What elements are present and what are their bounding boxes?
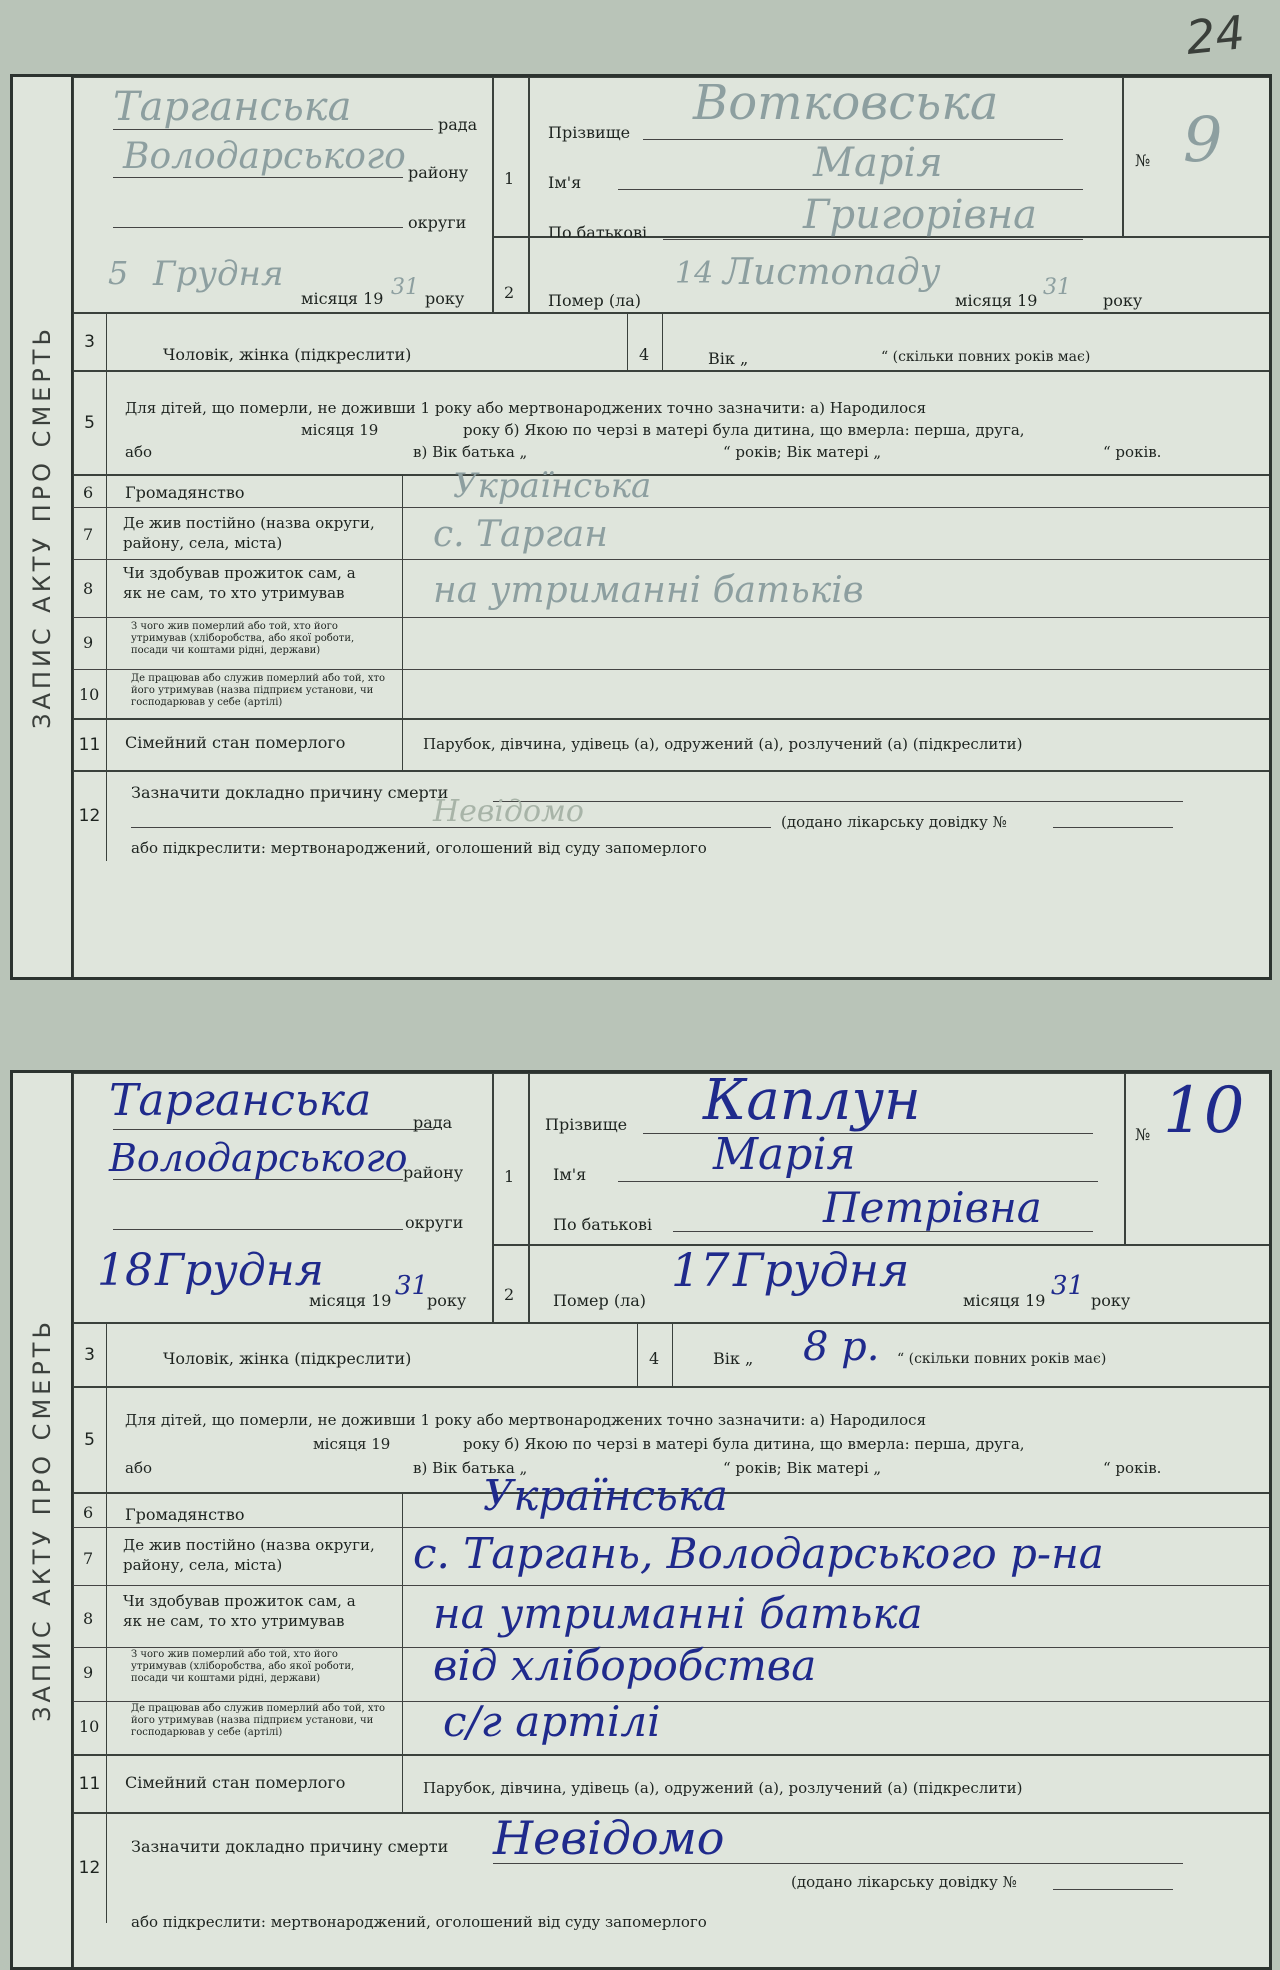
row-number: 10 (79, 1717, 100, 1736)
cause-row (73, 771, 1272, 980)
residence-label: Де жив постійно (назва округи, району, села, міста) (123, 1536, 375, 1574)
row-number: 11 (73, 719, 107, 771)
name-label: Ім'я (553, 1165, 587, 1184)
marital-options: Парубок, дівчина, удівець (а), одружений (а), розлучений (а) (підкреслити) (423, 1779, 1023, 1797)
reg-day-value: 5 (108, 254, 129, 292)
age-label: Вік „ (713, 1349, 754, 1368)
death-month-value: Листопаду (723, 252, 941, 293)
marital-label: Сімейний стан померлого (125, 1773, 346, 1792)
death-day-value: 17 (671, 1243, 730, 1297)
cause-label: Зазначити докладно причину смерти (131, 783, 449, 802)
death-date-label: місяця 19 (955, 291, 1038, 310)
children-line-3c: “ років; Вік матері „ (723, 1459, 882, 1477)
name-value: Марія (713, 1129, 856, 1180)
row-num-1 (493, 77, 529, 237)
row-number: 1 (504, 169, 515, 188)
row-number: 9 (83, 1663, 94, 1682)
residence-value: с. Тарган (433, 514, 608, 555)
source-value: від хліборобства (433, 1641, 817, 1690)
age-note: “ (скільки повних років має) (881, 349, 1091, 365)
stillborn-label: або підкреслити: мертвонароджений, оголошений від суду запомерлого (131, 839, 707, 857)
row-num-1 (493, 1073, 529, 1245)
died-label: Помер (ла) (553, 1291, 647, 1310)
name-label: Ім'я (548, 173, 582, 192)
died-label: Помер (ла) (548, 291, 642, 310)
children-line-2a: місяця 19 (301, 421, 379, 439)
roku-label: року (1091, 1291, 1131, 1310)
rada-label: рада (438, 115, 478, 134)
death-record-form-2 (10, 1070, 1272, 1970)
source-label: З чого жив померлий або той, хто його утримував (хліборобства, або якої роботи, посади чи коштами рідні, держави) (131, 621, 355, 656)
row-number: 11 (73, 1755, 107, 1813)
death-record-form-1 (10, 74, 1272, 980)
workplace-value: с/г артілі (443, 1697, 661, 1746)
patronymic-label: По батькові (548, 223, 648, 242)
reg-month-value: Грудня (153, 254, 284, 294)
marital-options: Парубок, дівчина, удівець (а), одружений (а), розлучений (а) (підкреслити) (423, 735, 1023, 753)
patronymic-label: По батькові (553, 1215, 653, 1234)
livelihood-label: Чи здобував прожиток сам, а як не сам, то хто утримував (123, 1592, 356, 1630)
death-month-value: Грудня (733, 1243, 910, 1297)
raion-label: району (403, 1163, 464, 1182)
age-note: “ (скільки повних років має) (897, 1351, 1107, 1367)
row-number: 4 (639, 345, 650, 364)
stillborn-label: або підкреслити: мертвонароджений, оголошений від суду запомерлого (131, 1913, 707, 1931)
row-number: 1 (504, 1167, 515, 1186)
surname-label: Прізвище (545, 1115, 628, 1134)
citizenship-value: Українська (483, 1471, 728, 1520)
livelihood-label: Чи здобував прожиток сам, а як не сам, то хто утримував (123, 564, 356, 602)
vertical-title: ЗАПИС АКТУ ПРО СМЕРТЬ (13, 1073, 73, 1967)
roku-label: року (427, 1291, 467, 1310)
cause-label: Зазначити докладно причину смерти (131, 1837, 449, 1856)
citizenship-label: Громадянство (125, 483, 245, 502)
children-line-1: Для дітей, що померли, не доживши 1 року або мертвонароджених точно зазначити: а) Народилося (125, 1411, 927, 1429)
workplace-label: Де працював або служив померлий або той, хто його утримував (назва підприєм установи, чи господарював у себе (артілі) (131, 673, 386, 708)
reg-date-label: місяця 19 (309, 1291, 392, 1310)
name-value: Марія (813, 140, 943, 186)
okrug-label: округи (408, 213, 467, 232)
rada-value: Тарганська (109, 1075, 372, 1126)
patronymic-value: Петрівна (823, 1183, 1042, 1232)
workplace-label: Де працював або служив померлий або той, хто його утримував (назва підприєм установи, чи господарював у себе (артілі) (131, 1703, 386, 1738)
reg-day-value: 18 (97, 1245, 153, 1296)
patronymic-value: Григорівна (803, 192, 1038, 238)
surname-value: Вотковська (693, 75, 999, 131)
raion-label: району (408, 163, 469, 182)
record-number-value: 9 (1183, 103, 1223, 176)
roku-label: року (1103, 291, 1143, 310)
residence-label: Де жив постійно (назва округи, району, села, міста) (123, 514, 375, 552)
row-number: 7 (83, 525, 94, 544)
vertical-title: ЗАПИС АКТУ ПРО СМЕРТЬ (13, 77, 73, 977)
row-number: 8 (83, 579, 94, 598)
children-line-3d: “ років. (1103, 443, 1162, 461)
row-number: 10 (79, 685, 100, 704)
row-number: 6 (83, 1503, 94, 1522)
row-number: 2 (504, 283, 515, 302)
surname-value: Каплун (703, 1070, 921, 1133)
source-label: З чого жив померлий або той, хто його утримував (хліборобства, або якої роботи, посади чи коштами рідні, держави) (131, 1649, 355, 1684)
citizenship-label: Громадянство (125, 1505, 245, 1524)
row-number: 12 (73, 771, 107, 861)
children-line-2a: місяця 19 (313, 1435, 391, 1453)
row-number: 2 (504, 1285, 515, 1304)
row-number: 4 (649, 1349, 660, 1368)
okrug-label: округи (405, 1213, 464, 1232)
reg-year-value: 31 (395, 1271, 429, 1301)
page-number: 24 (1183, 5, 1248, 65)
children-line-3b: в) Вік батька „ (413, 443, 528, 461)
sex-label: Чоловік, жінка (підкреслити) (163, 1349, 412, 1368)
cause-value: Невідомо (433, 794, 584, 829)
row-number: 6 (83, 483, 94, 502)
row-number: 12 (73, 1813, 107, 1923)
citizenship-value: Українська (453, 466, 652, 506)
age-label: Вік „ (708, 349, 749, 368)
row-number: 3 (73, 1323, 107, 1387)
reg-year-value: 31 (391, 275, 419, 300)
sex-label: Чоловік, жінка (підкреслити) (163, 345, 412, 364)
livelihood-value: на утриманні батьків (433, 570, 864, 611)
raion-value: Володарського (109, 1136, 408, 1180)
record-number-value: 10 (1163, 1074, 1245, 1148)
children-line-2b: року б) Якою по черзі в матері була дитина, що вмерла: перша, друга, (463, 421, 1025, 439)
reg-date-label: місяця 19 (301, 289, 384, 308)
children-line-3b: в) Вік батька „ (413, 1459, 528, 1477)
row-number: 5 (73, 1387, 107, 1493)
row-number: 3 (73, 313, 107, 371)
surname-label: Прізвище (548, 123, 631, 142)
cause-note: (додано лікарську довідку № (781, 813, 1007, 831)
row-num-2 (493, 1245, 529, 1323)
children-line-3a: або (125, 1459, 153, 1477)
death-date-label: місяця 19 (963, 1291, 1046, 1310)
livelihood-value: на утриманні батька (433, 1589, 923, 1638)
row-number: 5 (73, 371, 107, 475)
age-value: 8 р. (803, 1324, 880, 1370)
number-label: № (1135, 151, 1151, 170)
cause-value: Невідомо (493, 1811, 725, 1865)
row-number: 8 (83, 1609, 94, 1628)
children-line-3c: “ років; Вік матері „ (723, 443, 882, 461)
children-line-3d: “ років. (1103, 1459, 1162, 1477)
cause-note: (додано лікарську довідку № (791, 1873, 1017, 1891)
row-number: 7 (83, 1549, 94, 1568)
children-line-1: Для дітей, що померли, не доживши 1 року або мертвонароджених точно зазначити: а) Народилося (125, 399, 927, 417)
row-number: 9 (83, 633, 94, 652)
number-label: № (1135, 1125, 1151, 1144)
residence-value: с. Таргань, Володарського р-на (413, 1529, 1104, 1578)
raion-value: Володарського (123, 136, 406, 177)
children-line-3a: або (125, 443, 153, 461)
death-year-value: 31 (1051, 1271, 1085, 1301)
rada-label: рада (413, 1113, 453, 1132)
children-line-2b: року б) Якою по черзі в матері була дитина, що вмерла: перша, друга, (463, 1435, 1025, 1453)
marital-label: Сімейний стан померлого (125, 733, 346, 752)
reg-month-value: Грудня (155, 1245, 324, 1296)
roku-label: року (425, 289, 465, 308)
rada-value: Тарганська (113, 84, 352, 130)
death-year-value: 31 (1043, 275, 1071, 300)
death-day-value: 14 (675, 256, 714, 291)
